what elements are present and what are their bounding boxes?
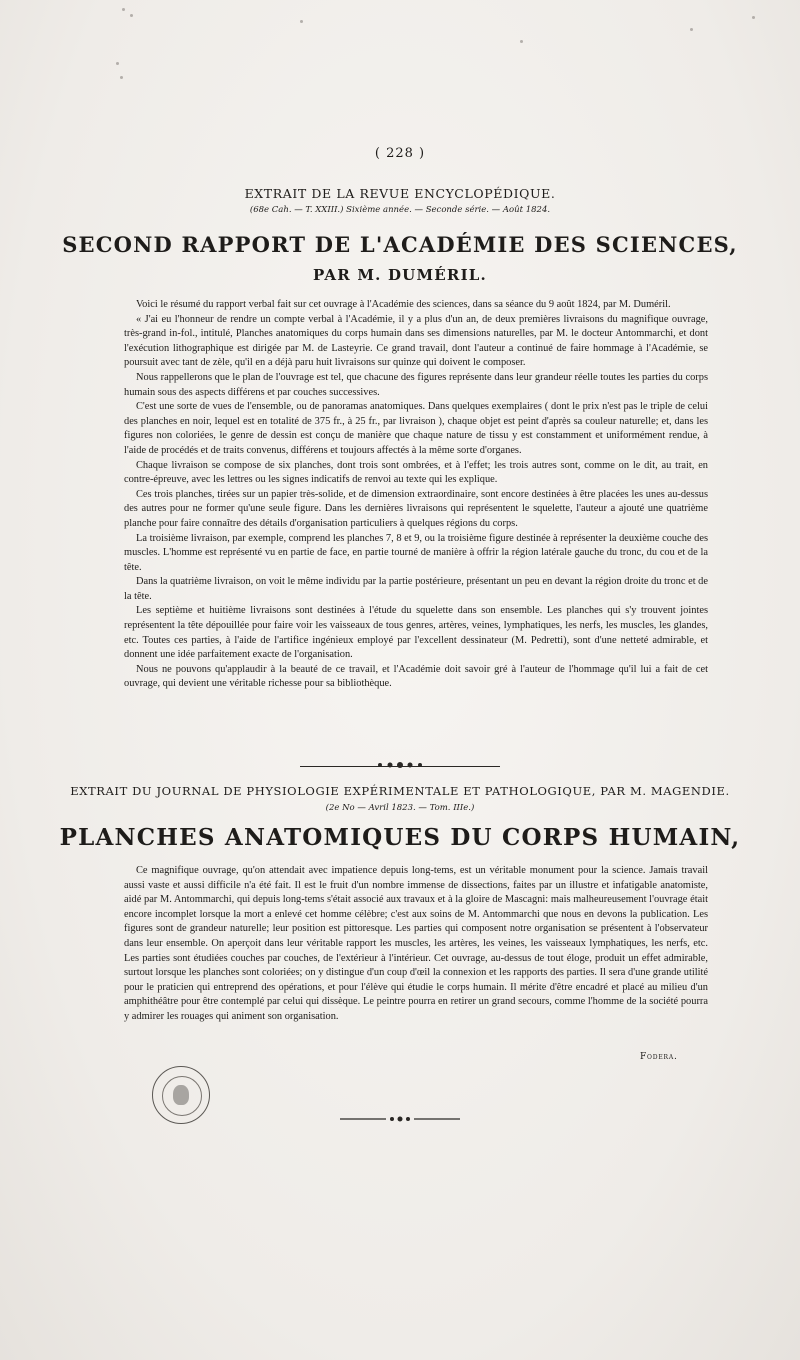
paragraph: C'est une sorte de vues de l'ensemble, ou de panoramas anatomiques. Dans quelques exemplaires ( dont le prix n'est pas le triple de celui des planches en noir, lequel est en totalité de 375 fr., à 25 fr., par livraison ), chaque objet est peint d'après sa couleur naturelle; et, dans les figures non coloriées, le genre de dessin est conçu de manière que chaque nature de tissu y est constamment et uniformément rendue, à l'aide de procédés et de traits convenus, différens et toujours affectés à la même sorte d'organes. <box>124 401 708 456</box>
signature: Fodera. <box>640 1052 678 1062</box>
ornament-icon <box>370 759 430 771</box>
paragraph: Voici le résumé du rapport verbal fait sur cet ouvrage à l'Académie des sciences, dans sa séance du 9 août 1824, par M. Duméril. <box>136 299 671 310</box>
end-ornament <box>0 1114 800 1127</box>
paragraph: Chaque livraison se compose de six planches, dont trois sont ombrées, et à l'effet; les trois autres sont, comme on le dit, au trait, en contre-épreuve, avec les lettres ou les signes indicatifs de renvoi au texte qui les explique. <box>124 459 708 486</box>
section2-kicker: EXTRAIT DU JOURNAL DE PHYSIOLOGIE EXPÉRIMENTALE ET PATHOLOGIQUE, PAR M. MAGENDIE. <box>70 784 730 798</box>
section1-title: SECOND RAPPORT DE L'ACADÉMIE DES SCIENCES, <box>62 232 738 257</box>
paragraph: Nous ne pouvons qu'applaudir à la beauté de ce travail, et l'Académie doit savoir gré à l'auteur de l'hommage qu'il lui a fait de cet ouvrage, qui devient une véritable richesse pour sa bibliothèque. <box>124 663 708 690</box>
paragraph: « J'ai eu l'honneur de rendre un compte verbal à l'Académie, il y a plus d'un an, de deux premières livraisons du magnifique ouvrage, très-grand in-fol., intitulé, Planches anatomiques du corps humain dans ses dimensions naturelles, par M. le docteur Antommarchi, et dont l'exécution lithographique est dirigée par M. de Lasteyrie. Ce grand travail, dont l'auteur a continué de faire hommage à l'Académie, se poursuit avec tant de zèle, qu'il en a déjà paru huit livraisons sur quinze qui doivent le composer. <box>124 313 708 369</box>
paragraph: Ce magnifique ouvrage, qu'on attendait avec impatience depuis long-tems, est un véritable monument pour la science. Jamais travail aussi vaste et aussi difficile n'a été fait. Il est le fruit d'un nombre immense de dissections, faites par un illustre et infatigable anatomiste, aidé par M. Antommarchi, qui depuis long-tems s'était associé aux travaux et à la gloire de Mascagni: mais malheureusement l'ouvrage était encore incomplet lorsque la mort a enlevé cet homme célèbre; c'est aux soins de M. Antommarchi que nous en devons la publication. Les figures sont de grandeur naturelle; leur position est pittoresque. Les parties qui composent notre organisation se présentent à l'observateur dans leur ensemble. On aperçoit dans leur véritable rapport les muscles, les artères, les veines, les vaisseaux lymphatiques, les nerfs, etc. Les parties sont étudiées couches par couches, de l'extérieur à l'intérieur. Cet ouvrage, au-dessus de tout éloge, produit un effet admirable, surtout lorsque les planches sont coloriées; on y distingue d'un coup d'œil la connexion et les rapports des parties. Il sera d'une grande utilité pour le praticien qui entreprend des opérations, et pour l'élève qui étudie le corps humain. Il mérite d'être encadré et placé au milieu d'un amphithéâtre pour être contemplé par celui qui dissèque. Le peintre pourra en retirer un grand secours, comme l'homme de la société pourra y admirer les rouages qui animent son organisation. <box>124 865 708 1022</box>
paragraph: Dans la quatrième livraison, on voit le même individu par la partie postérieure, présentant un peu en devant la région droite du tronc et de la tête. <box>124 576 708 602</box>
page-number: ( 228 ) <box>374 146 426 161</box>
section2-title: PLANCHES ANATOMIQUES DU CORPS HUMAIN, <box>59 824 741 851</box>
paragraph: Ces trois planches, tirées sur un papier très-solide, et de dimension extraordinaire, sont encore destinées à être placées les unes au-dessus des autres pour ne former qu'une seule figure. Dans les dernières livraisons qui représentent le squelette, l'auteur a ajouté une quatrième planche pour faire connaître des détails d'organisation particuliers à quelques régions du corps. <box>124 488 708 529</box>
paragraph: La troisième livraison, par exemple, comprend les planches 7, 8 et 9, ou la troisième figure destinée à représenter la deuxième couche des muscles. L'homme est représenté vu en partie de face, en partie tourné de manière à offrir la région latérale gauche du tronc, du cou et de la tête. <box>124 532 708 573</box>
section1-body <box>124 298 708 692</box>
paragraph: Les septième et huitième livraisons sont destinées à l'étude du squelette dans son ensemble. Les planches qui s'y trouvent jointes représentent la tête dépouillée pour faire voir les vaisseaux de tous genres, artères, veines, lymphatiques, les nerfs, les muscles, les glandes, etc. Toutes ces parties, à l'aide de l'artifice ingénieux employé par l'excellent dessinateur (M. Pedretti), sont d'une netteté admirable, et donnent une idée parfaitement exacte de l'organisation. <box>124 605 708 661</box>
portrait-icon <box>173 1085 189 1105</box>
section1-kicker: EXTRAIT DE LA REVUE ENCYCLOPÉDIQUE. <box>244 186 556 201</box>
section2-body <box>124 864 708 1025</box>
section1-sub: (68e Cah. — T. XXIII.) Sixième année. — Seconde série. — Août 1824. <box>249 205 551 215</box>
paragraph: Nous rappellerons que le plan de l'ouvrage est tel, que chacune des figures représente dans leur grandeur réelle toutes les parties du corps humain sous des aspects différens et par couches successives. <box>124 371 708 398</box>
ornament-icon <box>340 1114 460 1124</box>
divider-ornament <box>0 759 800 774</box>
section1-byline: PAR M. DUMÉRIL. <box>313 266 487 284</box>
section2-sub: (2e No — Avril 1823. — Tom. IIIe.) <box>325 803 475 813</box>
